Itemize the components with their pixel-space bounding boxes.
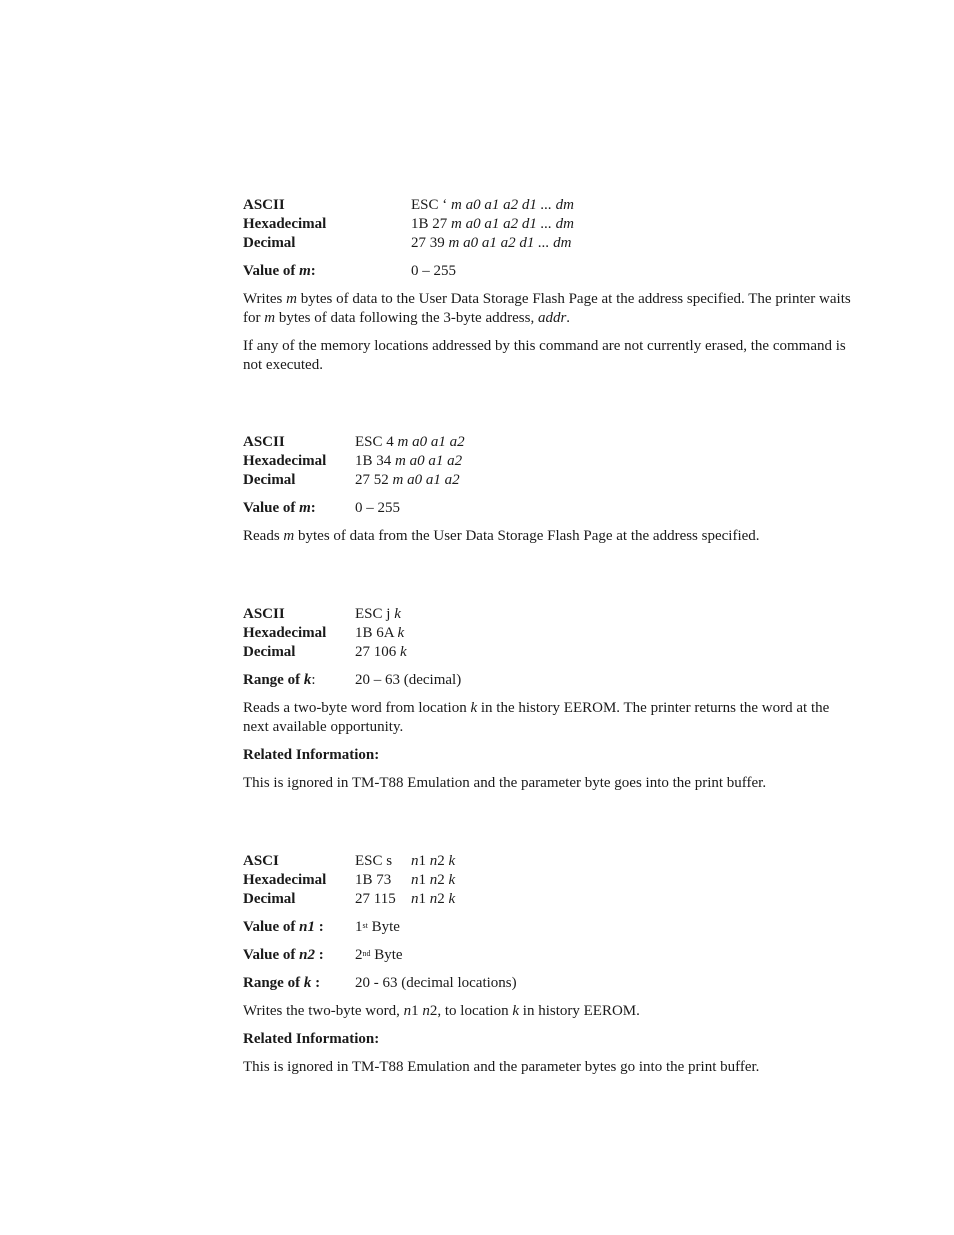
decimal-row: [243, 234, 855, 253]
section-esc-s: [243, 852, 855, 1077]
row-label: Decimal: [243, 891, 296, 907]
range-row: [243, 974, 855, 993]
row-label: Hexadecimal: [243, 872, 327, 888]
code-plain: ESC j: [355, 606, 395, 622]
value-label: Value of m:: [243, 500, 316, 516]
code-args: m a0 a1 a2 d1 ... dm: [451, 197, 574, 213]
row-label: Hexadecimal: [243, 453, 327, 469]
value-row: [243, 499, 855, 518]
note-paragraph: If any of the memory locations addressed by this command are not currently erased, the command is not executed.: [243, 338, 846, 373]
code-plain: 1B 73: [355, 872, 392, 888]
section-esc-4: [243, 433, 855, 546]
range-label: Range of k :: [243, 975, 321, 991]
value-text: 1st Byte: [355, 919, 400, 935]
hex-row: [243, 871, 855, 890]
code-args: n1 n2 k: [411, 853, 456, 869]
code-args: k: [394, 606, 401, 622]
note-paragraph: This is ignored in TM-T88 Emulation and the parameter byte goes into the print buffer.: [243, 775, 767, 791]
ascii-row: [243, 433, 855, 452]
code-args: n1 n2 k: [411, 872, 456, 888]
value-label: Value of n2 :: [243, 947, 324, 963]
code-plain: 27 52: [355, 472, 393, 488]
related-info-heading: Related Information:: [243, 747, 380, 763]
note-paragraph: This is ignored in TM-T88 Emulation and the parameter bytes go into the print buffer.: [243, 1059, 760, 1075]
description-paragraph: Reads m bytes of data from the User Data Storage Flash Page at the address specified.: [243, 528, 760, 544]
code-args: n1 n2 k: [411, 891, 456, 907]
value-text: 2nd Byte: [355, 947, 403, 963]
value-n2-row: [243, 946, 855, 965]
code-plain: 1B 27: [411, 216, 452, 232]
related-info-heading: Related Information:: [243, 1031, 380, 1047]
range-text: 20 – 63 (decimal): [355, 672, 462, 688]
description-paragraph: Reads a two-byte word from location k in the history EEROM. The printer returns the word at the next available opportunity.: [243, 700, 830, 735]
value-text: 0 – 255: [411, 263, 456, 279]
range-row: [243, 671, 855, 690]
row-label: Decimal: [243, 235, 296, 251]
description-paragraph: Writes the two-byte word, n1 n2, to location k in history EEROM.: [243, 1003, 640, 1019]
code-args: m a0 a1 a2: [392, 472, 460, 488]
description-paragraph: Writes m bytes of data to the User Data Storage Flash Page at the address specified. The printer waits for m bytes of data following the 3-byte address, addr.: [243, 291, 851, 326]
code-plain: 1B 34: [355, 453, 396, 469]
row-label: ASCII: [243, 606, 285, 622]
value-label: Value of n1 :: [243, 919, 324, 935]
value-n1-row: [243, 918, 855, 937]
code-args: m a0 a1 a2: [395, 453, 463, 469]
code-args: k: [400, 644, 407, 660]
decimal-row: [243, 471, 855, 490]
hex-row: [243, 215, 855, 234]
row-label: ASCI: [243, 853, 279, 869]
row-label: Decimal: [243, 644, 296, 660]
row-label: Decimal: [243, 472, 296, 488]
range-text: 20 - 63 (decimal locations): [355, 975, 517, 991]
hex-row: [243, 452, 855, 471]
row-label: Hexadecimal: [243, 625, 327, 641]
code-plain: 27 115: [355, 891, 396, 907]
value-label: Value of m:: [243, 263, 316, 279]
decimal-row: [243, 890, 855, 909]
code-plain: 27 39: [411, 235, 449, 251]
code-plain: 27 106: [355, 644, 400, 660]
code-args: m a0 a1 a2 d1 ... dm: [448, 235, 572, 251]
code-plain: ESC s: [355, 853, 393, 869]
decimal-row: [243, 643, 855, 662]
code-args: m a0 a1 a2 d1 ... dm: [451, 216, 574, 232]
value-text: 0 – 255: [355, 500, 400, 516]
row-label: ASCII: [243, 197, 285, 213]
ascii-row: [243, 605, 855, 624]
section-esc-quote: [243, 196, 855, 375]
hex-row: [243, 624, 855, 643]
code-plain: ESC 4: [355, 434, 398, 450]
code-args: k: [397, 625, 405, 641]
range-label: Range of k:: [243, 672, 316, 688]
row-label: Hexadecimal: [243, 216, 327, 232]
row-label: ASCII: [243, 434, 285, 450]
code-plain: 1B 6A: [355, 625, 398, 641]
ascii-row: [243, 852, 855, 871]
code-args: m a0 a1 a2: [397, 434, 465, 450]
value-row: [243, 262, 855, 281]
code-plain: ESC ‘: [411, 197, 452, 213]
ascii-row: [243, 196, 855, 215]
section-esc-j: [243, 605, 855, 793]
